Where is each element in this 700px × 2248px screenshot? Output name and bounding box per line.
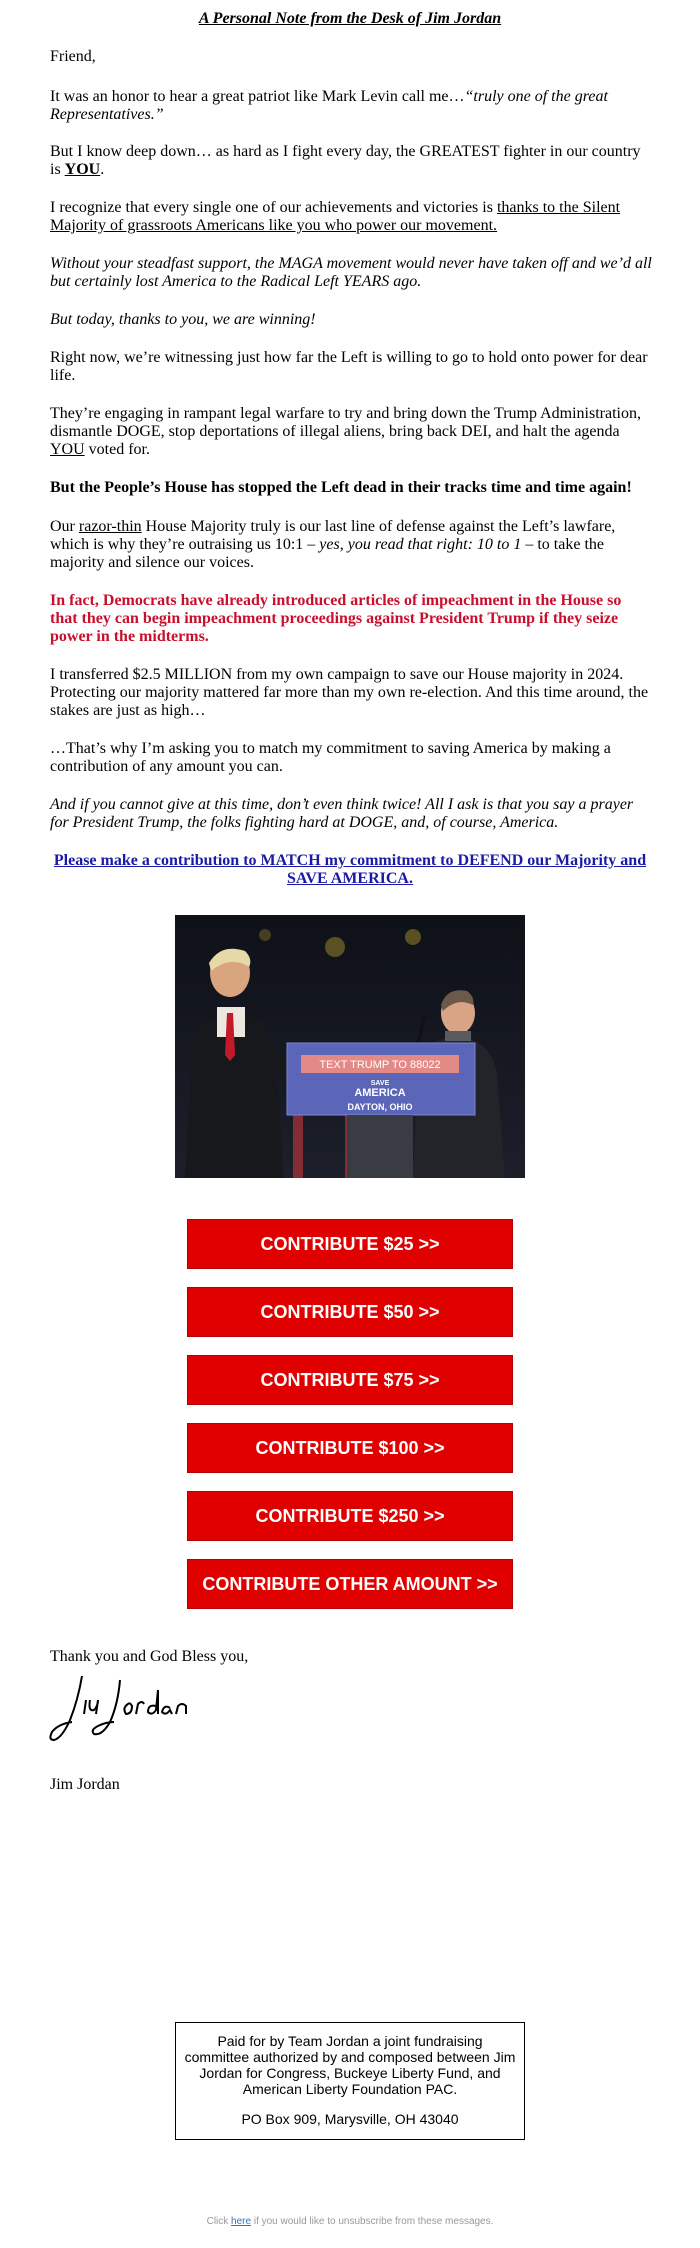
paragraph-support-text: Without your steadfast support, the MAGA movement would never have taken off and we’d all but certainly lost America to the Radical Left YEARS ago. xyxy=(50,255,652,290)
contribute-50-button[interactable]: CONTRIBUTE $50 >> xyxy=(187,1287,513,1337)
podium-america-text: AMERICA xyxy=(354,1087,406,1099)
paragraph-prayer-text: And if you cannot give at this time, don’t even think twice! All I ask is that you say a prayer for President Trump, the folks fighting hard at DOGE, and, of course, America. xyxy=(50,796,634,831)
paragraph-support xyxy=(50,255,652,291)
paragraph-match-ask: …That’s why I’m asking you to match my commitment to saving America by making a contribution of any amount you can. xyxy=(50,740,611,775)
closing-thanks: Thank you and God Bless you, xyxy=(50,1648,249,1665)
paragraph-lawfare xyxy=(50,405,652,459)
paragraph-majority-c: – to take the majority and silence our voices. xyxy=(50,536,604,571)
paragraph-winning-text: But today, thanks to you, we are winning! xyxy=(50,311,316,328)
disclaimer-text: Paid for by Team Jordan a joint fundraising committee authorized by and composed between Jim Jordan for Congress, Buckeye Liberty Fund, and American Liberty Foundation PAC. xyxy=(184,2033,516,2097)
paragraph-lawfare-text: They’re engaging in rampant legal warfare to try and bring down the Trump Administration, dismantle DOGE, stop deportations of illegal aliens, bring back DEI, and halt the agenda xyxy=(50,405,641,440)
paragraph-majority-b: House Majority truly is our last line of defense against the Left’s lawfare, which is why they’re outraising us 10:1 – xyxy=(50,518,616,553)
contribute-100-button[interactable]: CONTRIBUTE $100 >> xyxy=(187,1423,513,1473)
signature-name: Jim Jordan xyxy=(50,1776,120,1793)
emphasis-you-2: YOU xyxy=(50,441,85,458)
podium-location-text: DAYTON, OHIO xyxy=(347,1102,413,1112)
unsubscribe-link[interactable]: here xyxy=(231,2216,252,2227)
paragraph-impeachment-alert: In fact, Democrats have already introduced articles of impeachment in the House so that they can begin impeachment proceedings against President Trump if they seize power in the midterms. xyxy=(50,592,622,645)
contribute-250-button[interactable]: CONTRIBUTE $250 >> xyxy=(187,1491,513,1541)
mailing-address: PO Box 909, Marysville, OH 43040 xyxy=(241,2111,459,2127)
silent-majority-link[interactable]: thanks to the Silent Majority of grassroots Americans like you who power our movement. xyxy=(50,199,621,234)
paragraph-peoples-house: But the People’s House has stopped the Left dead in their tracks time and time again! xyxy=(50,479,632,496)
podium-save-text: SAVE xyxy=(370,1080,390,1087)
contribute-75-button[interactable]: CONTRIBUTE $75 >> xyxy=(187,1355,513,1405)
paragraph-transfer: I transferred $2.5 MILLION from my own campaign to save our House majority in 2024. Protecting our majority mattered far more than my own re-election. And this time around, the stakes are just as high… xyxy=(50,666,649,719)
levin-quote: “truly one of the great Representatives.” xyxy=(50,88,608,123)
paragraph-majority-italic: yes, you read that right: 10 to 1 xyxy=(319,536,522,553)
paragraph-fighter-end: . xyxy=(100,161,105,178)
paragraph-majority-a: Our xyxy=(50,518,79,535)
unsubscribe-prefix: Click xyxy=(206,2216,232,2227)
unsubscribe-line xyxy=(0,2216,700,2227)
paragraph-majority xyxy=(50,518,652,572)
handwritten-signature xyxy=(48,1670,208,1750)
paragraph-prayer xyxy=(50,796,652,832)
podium-sign-text: TEXT TRUMP TO 88022 xyxy=(319,1059,441,1071)
letter-title: A Personal Note from the Desk of Jim Jordan xyxy=(198,10,502,27)
contribute-other-amount-button[interactable]: CONTRIBUTE OTHER AMOUNT >> xyxy=(187,1559,513,1609)
paragraph-fighter-text: But I know deep down… as hard as I fight every day, the GREATEST fighter in our country is xyxy=(50,143,641,178)
razor-thin-link[interactable]: razor-thin xyxy=(78,518,142,535)
unsubscribe-suffix: if you would like to unsubscribe from these messages. xyxy=(251,2216,494,2227)
contribute-match-link[interactable]: Please make a contribution to MATCH my commitment to DEFEND our Majority and SAVE AMERICA. xyxy=(53,852,647,887)
rally-photo-illustration xyxy=(175,915,525,1178)
greeting: Friend, xyxy=(50,48,96,65)
paragraph-levin xyxy=(50,88,652,124)
paragraph-lawfare-end: voted for. xyxy=(84,441,150,458)
paragraph-silent-majority xyxy=(50,199,652,235)
paid-for-disclaimer xyxy=(175,2022,525,2140)
rally-photo[interactable] xyxy=(175,915,525,1178)
paragraph-levin-text: It was an honor to hear a great patriot like Mark Levin call me… xyxy=(50,88,465,105)
emphasis-you: YOU xyxy=(64,161,101,178)
paragraph-silent-majority-text: I recognize that every single one of our achievements and victories is xyxy=(50,199,497,216)
paragraph-left-power: Right now, we’re witnessing just how far the Left is willing to go to hold onto power for dear life. xyxy=(50,349,648,384)
paragraph-winning xyxy=(50,311,652,329)
paragraph-fighter xyxy=(50,143,652,179)
contribute-25-button[interactable]: CONTRIBUTE $25 >> xyxy=(187,1219,513,1269)
